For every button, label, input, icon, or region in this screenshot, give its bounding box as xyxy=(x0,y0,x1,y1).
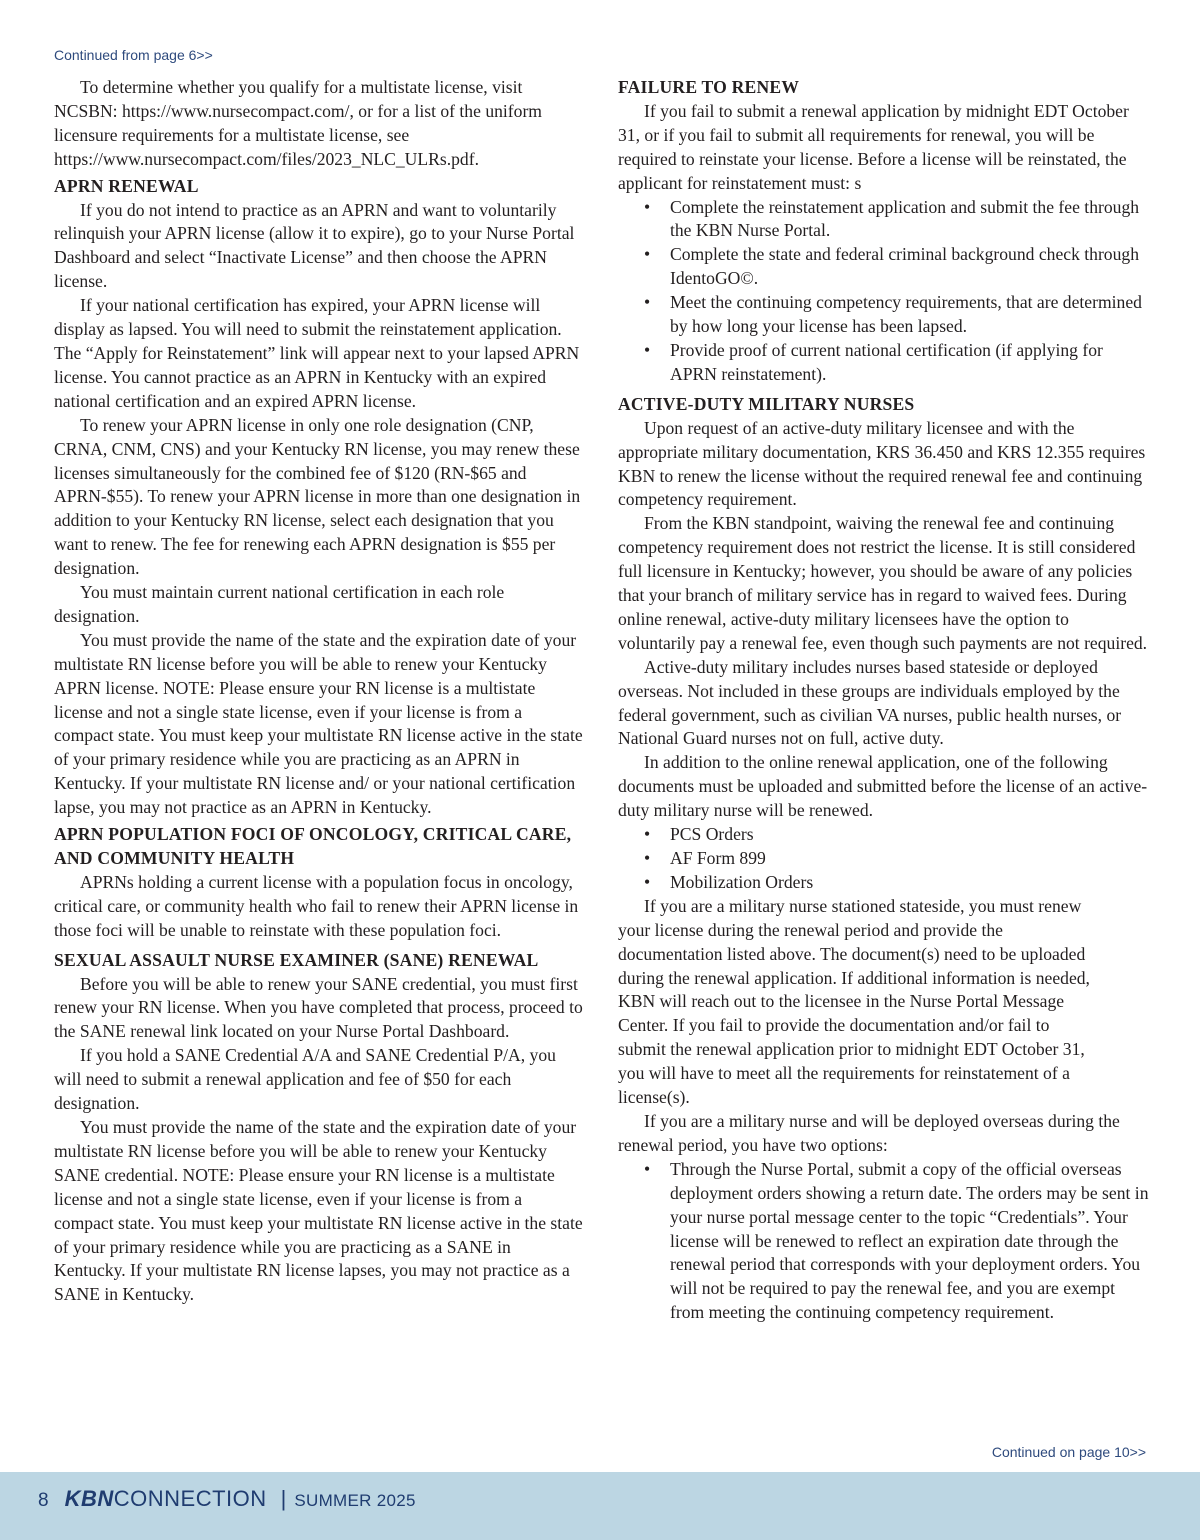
failure-to-renew-paragraph: If you fail to submit a renewal application by midnight EDT October 31, or if you fail to submit all requirements for renewal, you will be required to reinstate your license. Before a license will be reinstated, the applicant for reinstatement must: s xyxy=(618,100,1129,193)
page-footer xyxy=(0,1472,1200,1540)
issue-label: SUMMER 2025 xyxy=(294,1491,416,1510)
page-number: 8 xyxy=(38,1490,49,1511)
footer-separator: | xyxy=(280,1486,287,1511)
list-item: • Meet the continuing competency requirements, that are determined by how long your license has been lapsed. xyxy=(644,292,1142,337)
aprn-renewal-heading: APRN RENEWAL xyxy=(54,175,199,196)
list-item: • PCS Orders xyxy=(618,823,1150,847)
military-paragraph: Active-duty military includes nurses based stateside or deployed overseas. Not included in these groups are individuals employed by the federal government, such as civilian VA nurses, public health nurses, or National Guard nurses not on full, active duty. xyxy=(618,656,1122,749)
reinstatement-requirements-list xyxy=(618,196,1150,387)
bullet-icon: • xyxy=(644,196,651,217)
sane-renewal-paragraph: You must provide the name of the state and the expiration date of your multistate RN license before you will be able to renew your Kentucky SANE credential. NOTE: Please ensure your RN license is a multistate license and not a single state license, even if your license is from a compact state. You must keep your multistate RN license active in the state of your primary residence while you are practicing as a SANE in Kentucky. If your multistate RN license lapses, you may not practice as a SANE in Kentucky. xyxy=(54,1116,583,1305)
military-documents-list xyxy=(618,823,1150,895)
aprn-renewal-paragraph: If your national certification has expired, your APRN license will display as lapsed. You will need to submit the reinstatement application. The “Apply for Reinstatement” link will appear next to your lapsed APRN license. You cannot practice as an APRN in Kentucky with an expired national certification and an expired APRN license. xyxy=(54,295,580,411)
brand-logo-light: CONNECTION xyxy=(113,1486,267,1511)
military-paragraph: From the KBN standpoint, waiving the renewal fee and continuing competency requirement does not restrict the license. It is still considered full licensure in Kentucky; however, you should be aware of any policies that your branch of military service has in regard to waived fees. During online renewal, active-duty military licensees have the option to voluntarily pay a renewal fee, even though such payments are not required. xyxy=(618,513,1148,653)
aprn-renewal-paragraph: You must maintain current national certification in each role designation. xyxy=(54,582,505,626)
left-column xyxy=(54,76,584,1307)
population-foci-paragraph: APRNs holding a current license with a population focus in oncology, critical care, or community health who fail to renew their APRN license in those foci will be unable to reinstate with these population foci. xyxy=(54,871,579,940)
list-item: • Complete the state and federal criminal background check through IdentoGO©. xyxy=(644,244,1139,289)
bullet-icon: • xyxy=(644,244,651,265)
military-paragraph: In addition to the online renewal application, one of the following documents must be uploaded and submitted before the license of an active-duty military nurse will be renewed. xyxy=(618,752,1148,821)
brand-logo-bold: KBN xyxy=(64,1486,114,1511)
military-paragraph: Upon request of an active-duty military licensee and with the appropriate military documentation, KRS 36.450 and KRS 12.355 requires KBN to renew the license without the required renewal fee and continuing competency requirement. xyxy=(618,417,1146,510)
bullet-icon: • xyxy=(644,824,651,845)
list-item: • Through the Nurse Portal, submit a copy of the official overseas deployment orders showing a return date. The orders may be sent in your nurse portal message center to the topic “Credentials”. Your license will be renewed to reflect an expiration date through the renewal period that corresponds with your deployment orders. You will not be required to pay the renewal fee, and you are exempt from meeting the continuing competency requirement. xyxy=(644,1158,1149,1323)
bullet-icon: • xyxy=(644,848,651,868)
military-heading: ACTIVE-DUTY MILITARY NURSES xyxy=(618,393,915,414)
continued-on-note: Continued on page 10>> xyxy=(991,1444,1146,1460)
list-item: • Mobilization Orders xyxy=(618,871,1150,895)
aprn-renewal-paragraph: You must provide the name of the state and the expiration date of your multistate RN license before you will be able to renew your Kentucky APRN license. NOTE: Please ensure your RN license is a multistate license and not a single state license, even if your license is from a compact state. You must keep your multistate RN license active in the state of your primary residence while you are practicing as an APRN in Kentucky. If your multistate RN license and/ or your national certification lapse, you may not practice as an APRN in Kentucky. xyxy=(54,629,583,818)
bullet-icon: • xyxy=(644,292,651,313)
aprn-renewal-paragraph: If you do not intend to practice as an APRN and want to voluntarily relinquish your APRN license (allow it to expire), go to your Nurse Portal Dashboard and select “Inactivate License” and then choose the APRN license. xyxy=(54,199,575,292)
deployment-options-list xyxy=(618,1158,1150,1325)
sane-renewal-paragraph: If you hold a SANE Credential A/A and SANE Credential P/A, you will need to submit a renewal application and fee of $50 for each designation. xyxy=(54,1045,556,1114)
bullet-icon: • xyxy=(644,1158,651,1179)
sane-renewal-paragraph: Before you will be able to renew your SANE credential, you must first renew your RN license. When you have completed that process, proceed to the SANE renewal link located on your Nurse Portal Dashboard. xyxy=(54,973,583,1042)
list-item: • Complete the reinstatement application and submit the fee through the KBN Nurse Portal. xyxy=(644,196,1140,241)
bullet-icon: • xyxy=(644,339,651,360)
aprn-renewal-paragraph: To renew your APRN license in only one role designation (CNP, CRNA, CNM, CNS) and your Kentucky RN license, you may renew these licenses simultaneously for the combined fee of $120 (RN-$65 and APRN-$55). To renew your APRN license in more than one designation in addition to your Kentucky RN license, select each designation that you want to renew. The fee for renewing each APRN designation is $55 per designation. xyxy=(54,414,581,579)
population-foci-heading: APRN POPULATION FOCI OF ONCOLOGY, CRITICAL CARE, AND COMMUNITY HEALTH xyxy=(54,824,572,868)
list-item: • AF Form 899 xyxy=(618,847,1150,871)
intro-paragraph: To determine whether you qualify for a multistate license, visit NCSBN: https://www.nursecompact.com/, or for a list of the uniform licensure requirements for a multistate license, see https://www.nursecompact.com/files/2023_NLC_ULRs.pdf. xyxy=(54,77,542,169)
military-paragraph: If you are a military nurse stationed stateside, you must renew your license during the renewal period and provide the documentation listed above. The document(s) need to be uploaded during the renewal application. If additional information is needed, KBN will reach out to the licensee in the Nurse Portal Message Center. If you fail to provide the documentation and/or fail to submit the renewal application prior to midnight EDT October 31, you will have to meet all the requirements for reinstatement of a license(s). xyxy=(618,895,1090,1108)
bullet-icon: • xyxy=(644,871,651,892)
list-item: • Provide proof of current national certification (if applying for APRN reinstatement). xyxy=(644,339,1103,384)
continued-from-note: Continued from page 6>> xyxy=(54,47,213,63)
sane-renewal-heading: SEXUAL ASSAULT NURSE EXAMINER (SANE) RENEWAL xyxy=(54,949,539,970)
failure-to-renew-heading: FAILURE TO RENEW xyxy=(618,77,800,97)
right-column xyxy=(618,76,1150,1325)
military-paragraph: If you are a military nurse and will be deployed overseas during the renewal period, you have two options: xyxy=(618,1110,1120,1155)
